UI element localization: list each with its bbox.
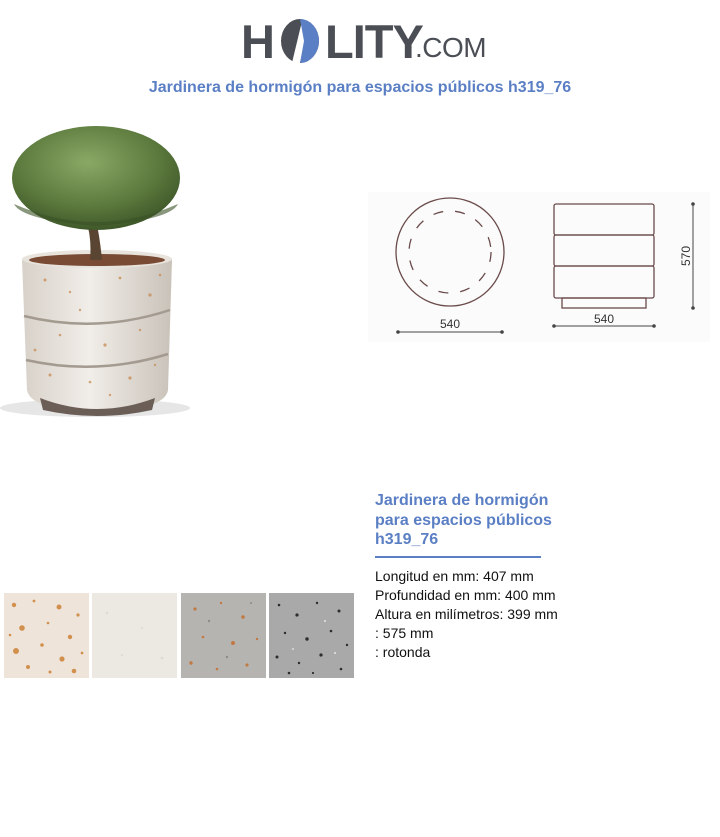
product-image[interactable]: [0, 120, 200, 420]
product-title: Jardinera de hormigón para espacios públicos h319_76: [375, 492, 552, 548]
swatch-grey-orange[interactable]: [181, 593, 266, 678]
logo-text-com: .COM: [415, 32, 487, 63]
logo-text-h: H: [241, 15, 274, 68]
technical-drawing[interactable]: [368, 192, 710, 342]
page-title: Jardinera de hormigón para espacios públicos h319_76: [148, 79, 572, 96]
spec-length: Longitud en mm: 407 mm: [375, 567, 534, 584]
site-logo[interactable]: [241, 10, 487, 70]
top-view-width-label: 540: [439, 317, 461, 331]
swatch-texture: [4, 593, 89, 678]
swatch-texture: [92, 593, 177, 678]
title-divider: [375, 556, 541, 558]
spec-diameter: : 575 mm: [375, 624, 434, 641]
spec-height: Altura en milímetros: 399 mm: [375, 605, 558, 622]
spec-list: [375, 567, 705, 662]
swatch-white[interactable]: [92, 593, 177, 678]
logo-o-icon: [277, 13, 323, 69]
side-view-width-label: 540: [593, 312, 615, 326]
height-label: 570: [679, 245, 693, 267]
swatch-cream-orange[interactable]: [4, 593, 89, 678]
swatch-texture: [181, 593, 266, 678]
logo-text-lity: LITY: [325, 15, 423, 68]
spec-shape: : rotonda: [375, 643, 431, 660]
swatch-grey-black[interactable]: [269, 593, 354, 678]
product-info: [375, 491, 705, 662]
swatch-texture: [269, 593, 354, 678]
spec-depth: Profundidad en mm: 400 mm: [375, 586, 556, 603]
